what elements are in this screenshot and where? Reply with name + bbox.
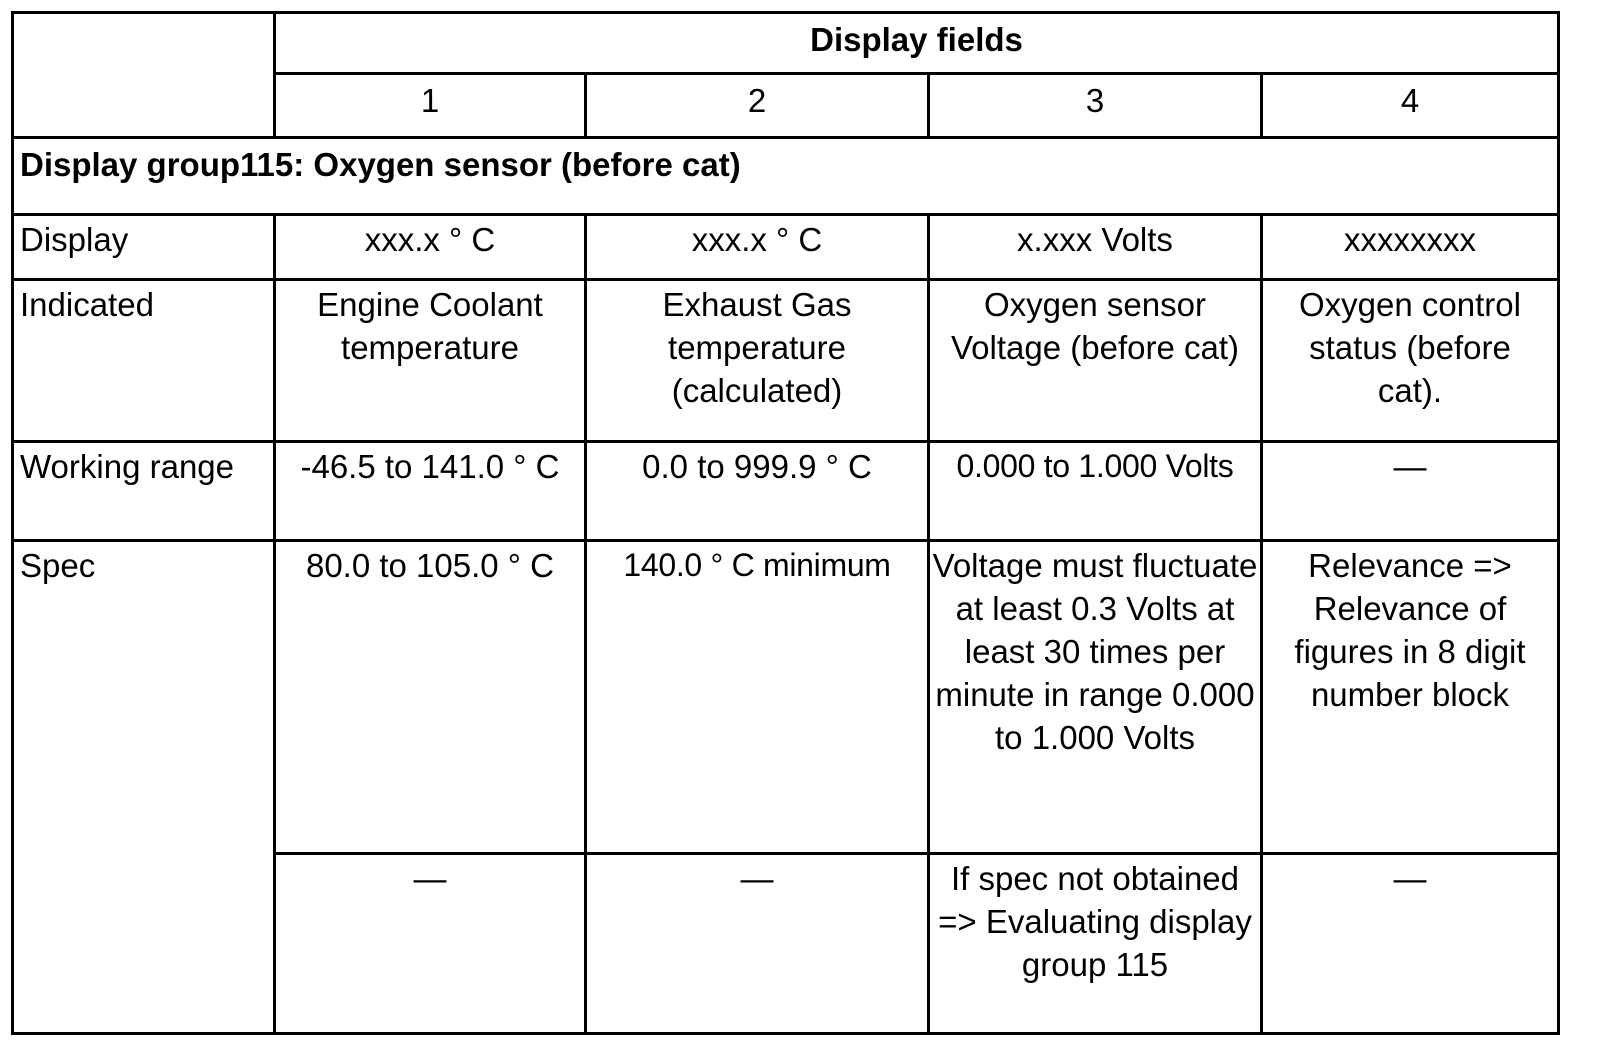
table-cell: -46.5 to 141.0 ° C <box>275 442 586 541</box>
column-number-2: 2 <box>586 74 929 138</box>
display-group-table <box>11 11 1560 1035</box>
table-cell: 0.000 to 1.000 Volts <box>929 442 1262 541</box>
cell-text: Relevance => Relevance of figures in 8 digit number block <box>1294 547 1526 713</box>
header-row <box>13 13 1559 74</box>
cell-text: Oxygen control status (before cat). <box>1299 286 1521 409</box>
cell-text: Exhaust Gas temperature (calculated) <box>662 286 852 409</box>
table-cell: 80.0 to 105.0 ° C <box>275 541 586 854</box>
table-cell: — <box>1262 854 1559 1034</box>
display-fields-heading: Display fields <box>275 13 1559 74</box>
table-cell: x.xxx Volts <box>929 215 1262 280</box>
table-cell <box>929 854 1262 1034</box>
table-cell: xxxxxxxx <box>1262 215 1559 280</box>
table-cell <box>1262 541 1559 854</box>
table-cell: — <box>1262 442 1559 541</box>
group-title-row <box>13 138 1559 215</box>
column-number-1: 1 <box>275 74 586 138</box>
table-cell <box>929 280 1262 442</box>
row-label <box>13 854 275 1034</box>
table-row <box>13 854 1559 1034</box>
row-label: Indicated <box>13 280 275 442</box>
table-cell <box>586 280 929 442</box>
corner-cell <box>13 13 275 138</box>
column-number-4: 4 <box>1262 74 1559 138</box>
table-cell: — <box>586 854 929 1034</box>
column-number-3: 3 <box>929 74 1262 138</box>
table-cell <box>275 280 586 442</box>
table-cell: xxx.x ° C <box>275 215 586 280</box>
table-row <box>13 280 1559 442</box>
table-cell: — <box>275 854 586 1034</box>
row-label: Display <box>13 215 275 280</box>
table-cell <box>929 541 1262 854</box>
table-row <box>13 215 1559 280</box>
table-cell: 140.0 ° C minimum <box>586 541 929 854</box>
table-cell: xxx.x ° C <box>586 215 929 280</box>
cell-text: Oxygen sensor Voltage (before cat) <box>950 286 1239 366</box>
cell-text: Engine Coolant temperature <box>317 286 543 366</box>
cell-text: Voltage must fluctuate at least 0.3 Volts at least 30 times per minute in range 0.000 to 1.000 Volts <box>932 547 1258 756</box>
row-label: Spec <box>13 541 275 854</box>
table-row <box>13 541 1559 854</box>
table-cell <box>1262 280 1559 442</box>
cell-text: If spec not obtained => Evaluating display group 115 <box>938 860 1252 983</box>
table-cell: 0.0 to 999.9 ° C <box>586 442 929 541</box>
group-title: Display group115: Oxygen sensor (before cat) <box>13 138 1559 215</box>
table-row <box>13 442 1559 541</box>
row-label: Working range <box>13 442 275 541</box>
